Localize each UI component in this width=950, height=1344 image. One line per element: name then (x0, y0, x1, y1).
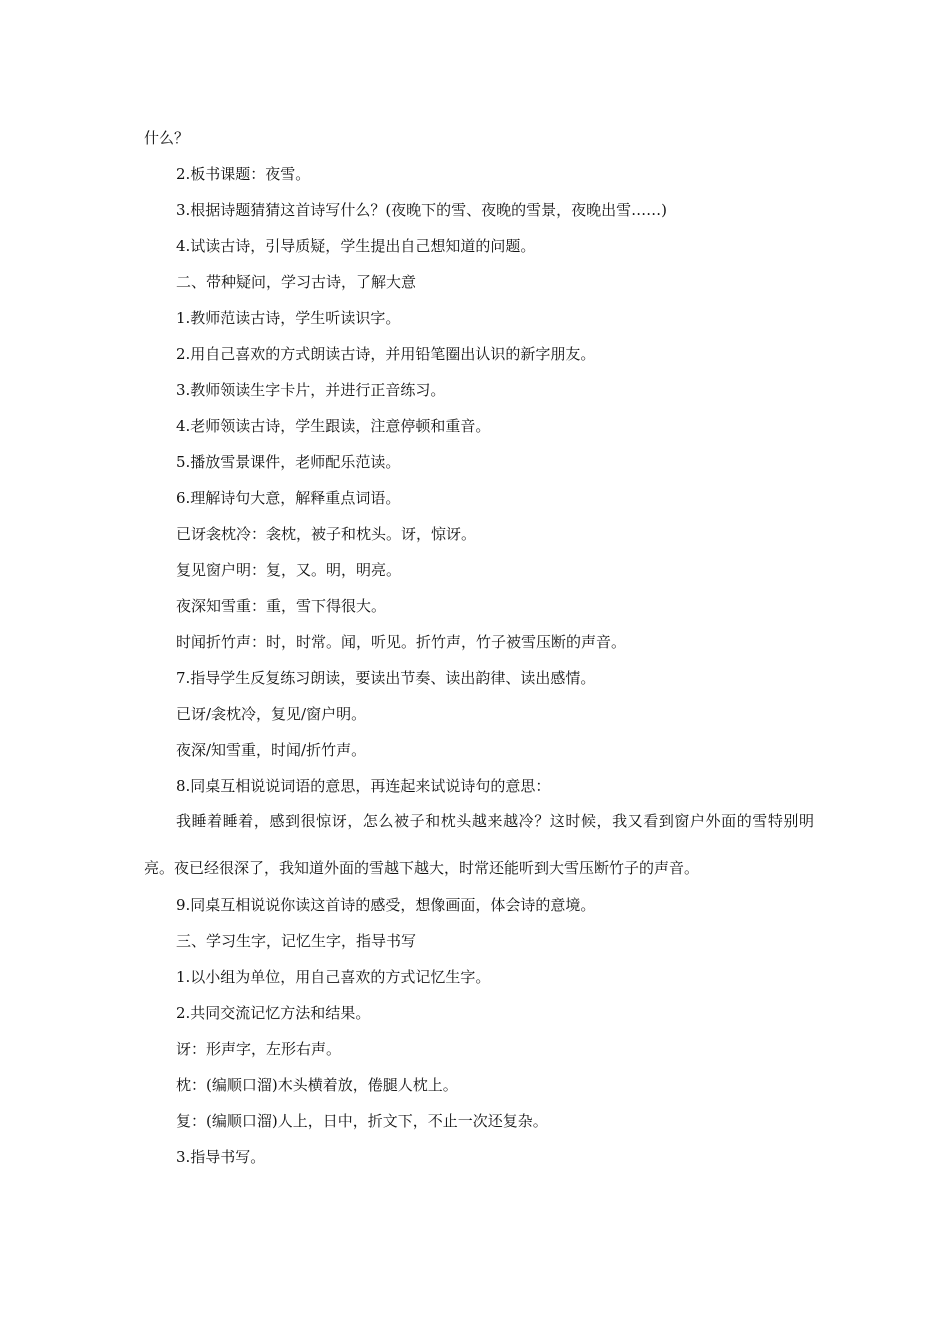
text-line: 9.同桌互相说说你读这首诗的感受，想像画面，体会诗的意境。 (176, 896, 596, 914)
section-heading: 二、带种疑问，学习古诗，了解大意 (176, 273, 417, 291)
text-line: 已讶衾枕冷：衾枕，被子和枕头。讶，惊讶。 (176, 525, 477, 543)
text-line: 1.教师范读古诗，学生听读识字。 (176, 309, 401, 327)
text-line: 2.共同交流记忆方法和结果。 (176, 1004, 371, 1022)
paragraph: 我睡着睡着，感到很惊讶，怎么被子和枕头越来越冷？这时候，我又看到窗户外面的雪特别明亮。夜已经很深了，我知道外面的雪越下越大，时常还能听到大雪压断竹子的声音。 (144, 812, 814, 877)
text-line: 3.教师领读生字卡片，并进行正音练习。 (176, 381, 446, 399)
text-line: 7.指导学生反复练习朗读，要读出节奏、读出韵律、读出感情。 (176, 669, 596, 687)
text-line: 4.试读古诗，引导质疑，学生提出自己想知道的问题。 (176, 237, 536, 255)
text-line: 3.根据诗题猜猜这首诗写什么？(夜晚下的雪、夜晚的雪景，夜晚出雪……) (176, 201, 668, 219)
text-line: 什么？ (144, 129, 190, 147)
text-line: 4.老师领读古诗，学生跟读，注意停顿和重音。 (176, 417, 491, 435)
text-line: 时闻折竹声：时，时常。闻，听见。折竹声，竹子被雪压断的声音。 (176, 633, 627, 651)
text-line: 枕：(编顺口溜)木头横着放，倦腿人枕上。 (176, 1076, 458, 1094)
text-line: 复见窗户明：复，又。明，明亮。 (176, 561, 402, 579)
text-line: 夜深/知雪重，时闻/折竹声。 (176, 741, 367, 759)
document-body (144, 120, 814, 1175)
text-line: 3.指导书写。 (176, 1148, 266, 1166)
text-line: 已讶/衾枕冷，复见/窗户明。 (176, 705, 367, 723)
section-heading: 三、学习生字，记忆生字，指导书写 (176, 932, 417, 950)
text-line: 夜深知雪重：重，雪下得很大。 (176, 597, 387, 615)
text-line: 2.用自己喜欢的方式朗读古诗，并用铅笔圈出认识的新字朋友。 (176, 345, 596, 363)
text-line: 2.板书课题：夜雪。 (176, 165, 311, 183)
text-line: 6.理解诗句大意，解释重点词语。 (176, 489, 401, 507)
text-line: 5.播放雪景课件，老师配乐范读。 (176, 453, 401, 471)
text-line: 1.以小组为单位，用自己喜欢的方式记忆生字。 (176, 968, 491, 986)
text-line: 讶：形声字，左形右声。 (176, 1040, 342, 1058)
text-line: 8.同桌互相说说词语的意思，再连起来试说诗句的意思： (176, 777, 551, 795)
text-line: 复：(编顺口溜)人上，日中，折文下，不止一次还复杂。 (176, 1112, 548, 1130)
